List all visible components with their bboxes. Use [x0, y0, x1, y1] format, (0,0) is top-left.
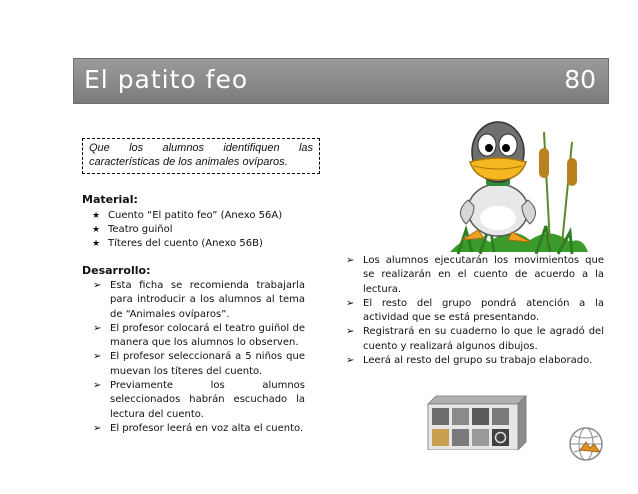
- page-number: 80: [564, 65, 596, 94]
- material-list: [92, 209, 282, 251]
- desarrollo-item: ➢ Esta ficha se recomienda trabajarla para introducir a los alumnos al tema de “Animales ovíparos”.: [93, 279, 305, 322]
- material-item: ★ Títeres del cuento (Anexo 56B): [92, 237, 282, 251]
- page-title: El patito feo: [84, 65, 249, 94]
- activity-item: ➢ Leerá al resto del grupo su trabajo elaborado.: [346, 354, 604, 368]
- activities-list: [346, 254, 604, 368]
- globe-seal-icon: [566, 424, 610, 464]
- material-heading: Material:: [82, 193, 138, 206]
- material-item: ★ Teatro guiñol: [92, 223, 282, 237]
- desarrollo-item: ➢ El profesor colocará el teatro guiñol de manera que los alumnos lo observen.: [93, 322, 305, 351]
- objective-box: Que los alumnos identifiquen las características de los animales ovíparos.: [82, 138, 320, 174]
- title-bar: [73, 58, 609, 104]
- desarrollo-list: [93, 279, 305, 436]
- duck-illustration-icon: [440, 112, 590, 262]
- desarrollo-item: ➢ El profesor leerá en voz alta el cuento.: [93, 422, 305, 436]
- desarrollo-item: ➢ Previamente los alumnos seleccionados habrán escuchado la lectura del cuento.: [93, 379, 305, 422]
- cube-logo-icon: [422, 394, 530, 450]
- activity-item: ➢ El resto del grupo pondrá atención a la actividad que se está presentando.: [346, 297, 604, 326]
- desarrollo-item: ➢ El profesor seleccionará a 5 niños que muevan los títeres del cuento.: [93, 350, 305, 379]
- activity-item: ➢ Los alumnos ejecutarán los movimientos que se realizarán en el cuento de acuerdo a la lectura.: [346, 254, 604, 297]
- desarrollo-heading: Desarrollo:: [82, 264, 151, 277]
- material-item: ★ Cuento “El patito feo” (Anexo 56A): [92, 209, 282, 223]
- activity-item: ➢ Registrará en su cuaderno lo que le agradó del cuento y realizará algunos dibujos.: [346, 325, 604, 354]
